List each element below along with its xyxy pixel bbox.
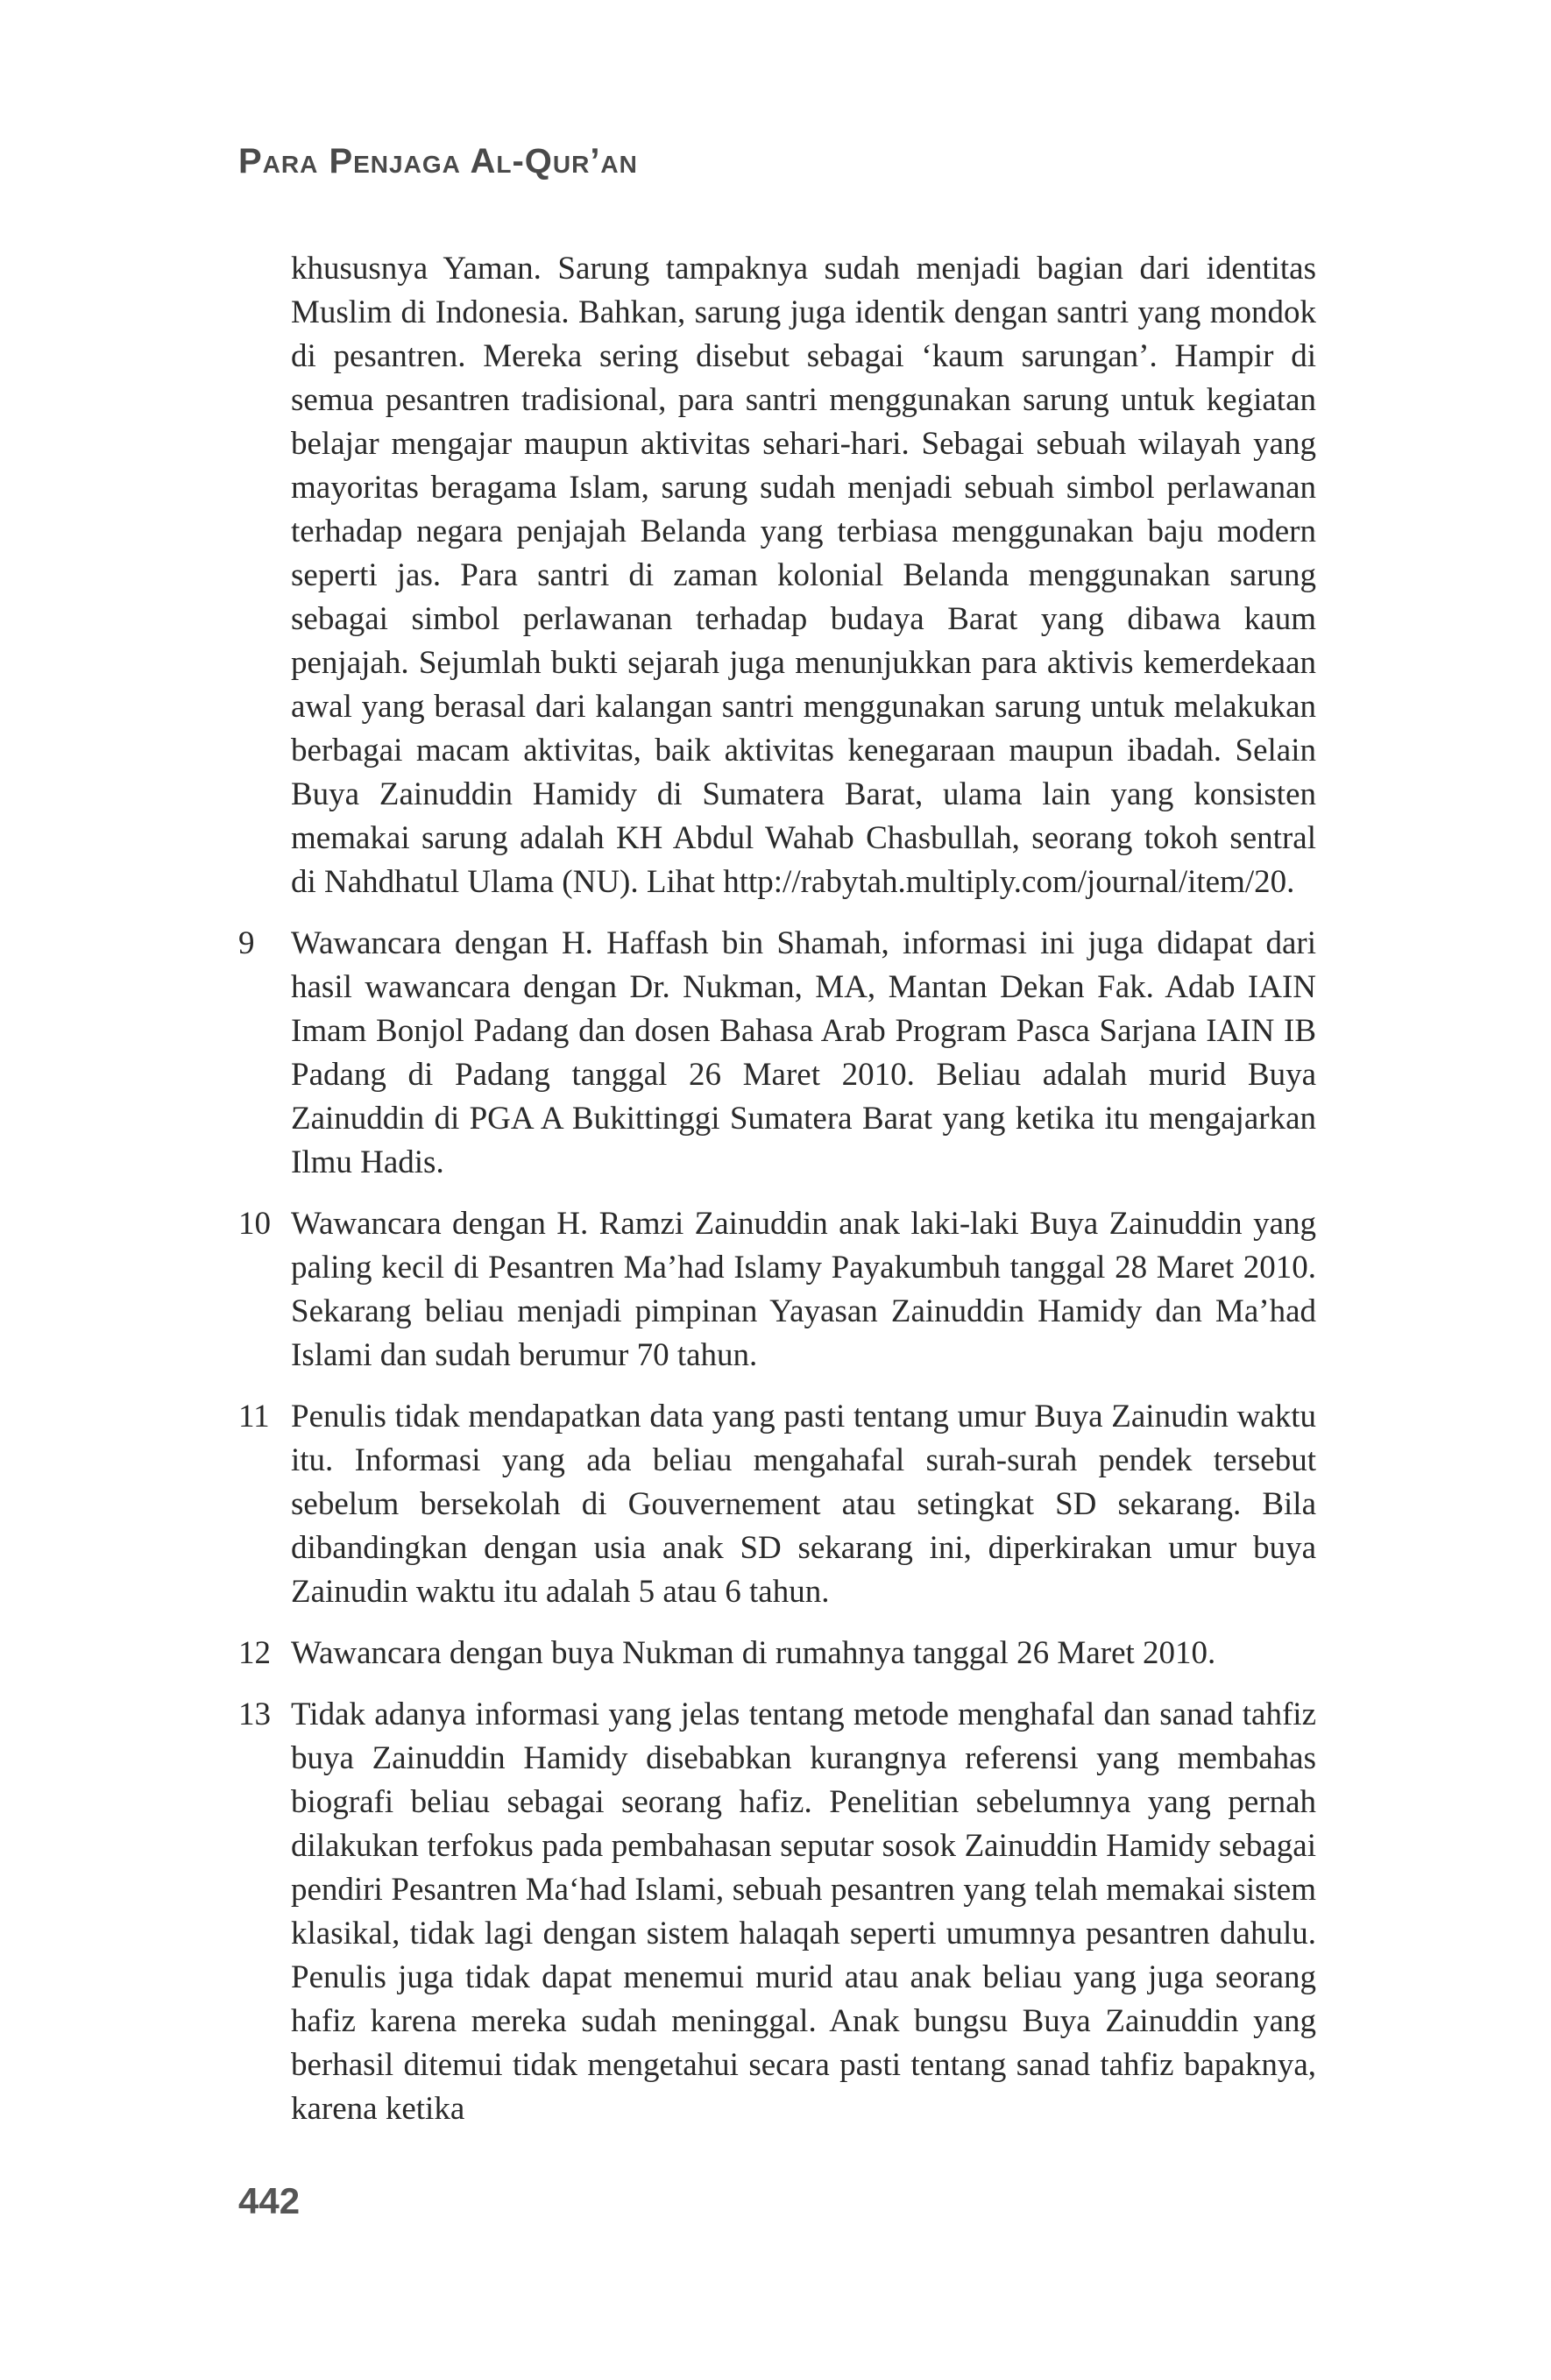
footnote-11 <box>238 1395 1316 1614</box>
footnote-9 <box>238 922 1316 1185</box>
footnote-13 <box>238 1693 1316 2131</box>
footnote-number: 13 <box>238 1696 271 1732</box>
footnote-number: 9 <box>238 925 255 961</box>
footnote-number: 11 <box>238 1399 270 1434</box>
footnote-continuation <box>238 247 1316 904</box>
footnote-text: Wawancara dengan H. Haffash bin Shamah, informasi ini juga didapat dari hasil wawancara dengan Dr. Nukman, MA, Mantan Dekan Fak. Adab IAIN Imam Bonjol Padang dan dosen Bahasa Arab Program Pasca Sarjana IAIN IB Padang di Padang tanggal 26 Maret 2010. Beliau adalah murid Buya Zainuddin di PGA A Bukittinggi Sumatera Barat yang ketika itu mengajarkan Ilmu Hadis. <box>291 925 1316 1180</box>
footnote-10 <box>238 1202 1316 1378</box>
footnote-text: Penulis tidak mendapatkan data yang pasti tentang umur Buya Zainudin waktu itu. Informasi yang ada beliau mengahafal surah-surah pendek tersebut sebelum bersekolah di Gouvernement atau setingkat SD sekarang. Bila dibandingkan dengan usia anak SD sekarang ini, diperkirakan umur buya Zainudin waktu itu adalah 5 atau 6 tahun. <box>291 1399 1316 1610</box>
page-number: 442 <box>238 2180 301 2221</box>
footnote-text: Wawancara dengan H. Ramzi Zainuddin anak laki-laki Buya Zainuddin yang paling kecil di Pesantren Ma’had Islamy Payakumbuh tanggal 28 Maret 2010. Sekarang beliau menjadi pimpinan Yayasan Zainuddin Hamidy dan Ma’had Islami dan sudah berumur 70 tahun. <box>291 1206 1316 1373</box>
footnotes-section <box>238 247 1316 2131</box>
footnote-number: 12 <box>238 1635 271 1671</box>
footnote-text: Tidak adanya informasi yang jelas tentang metode menghafal dan sanad tahfiz buya Zainuddin Hamidy disebabkan kurangnya referensi yang membahas biografi beliau sebagai seorang hafiz. Penelitian sebelumnya yang pernah dilakukan terfokus pada pembahasan seputar sosok Zainuddin Hamidy sebagai pendiri Pesantren Ma‘had Islami, sebuah pesantren yang telah memakai sistem klasikal, tidak lagi dengan sistem halaqah seperti umumnya pesantren dahulu. Penulis juga tidak dapat menemui murid atau anak beliau yang juga seorang hafiz karena mereka sudah meninggal. Anak bungsu Buya Zainuddin yang berhasil ditemui tidak mengetahui secara pasti tentang sanad tahfiz bapaknya, karena ketika <box>291 1696 1316 2127</box>
footnote-text: khususnya Yaman. Sarung tampaknya sudah menjadi bagian dari identitas Muslim di Indonesia. Bahkan, sarung juga identik dengan santri yang mondok di pesantren. Mereka sering disebut sebagai ‘kaum sarungan’. Hampir di semua pesantren tradisional, para santri menggunakan sarung untuk kegiatan belajar mengajar maupun aktivitas sehari-hari. Sebagai sebuah wilayah yang mayoritas beragama Islam, sarung sudah menjadi sebuah simbol perlawanan terhadap negara penjajah Belanda yang terbiasa menggunakan baju modern seperti jas. Para santri di zaman kolonial Belanda menggunakan sarung sebagai simbol perlawanan terhadap budaya Barat yang dibawa kaum penjajah. Sejumlah bukti sejarah juga menunjukkan para aktivis kemerdekaan awal yang berasal dari kalangan santri menggunakan sarung untuk melakukan berbagai macam aktivitas, baik aktivitas kenegaraan maupun ibadah. Selain Buya Zainuddin Hamidy di Sumatera Barat, ulama lain yang konsisten memakai sarung adalah KH Abdul Wahab Chasbullah, seorang tokoh sentral di Nahdhatul Ulama (NU). Lihat http://rabytah.multiply.com/journal/item/20. <box>291 251 1316 900</box>
footnote-12 <box>238 1632 1316 1675</box>
footnote-number: 10 <box>238 1206 271 1242</box>
footnote-text: Wawancara dengan buya Nukman di rumahnya tanggal 26 Maret 2010. <box>291 1635 1216 1671</box>
running-head: Para Penjaga Al-Qur’an <box>238 142 638 181</box>
